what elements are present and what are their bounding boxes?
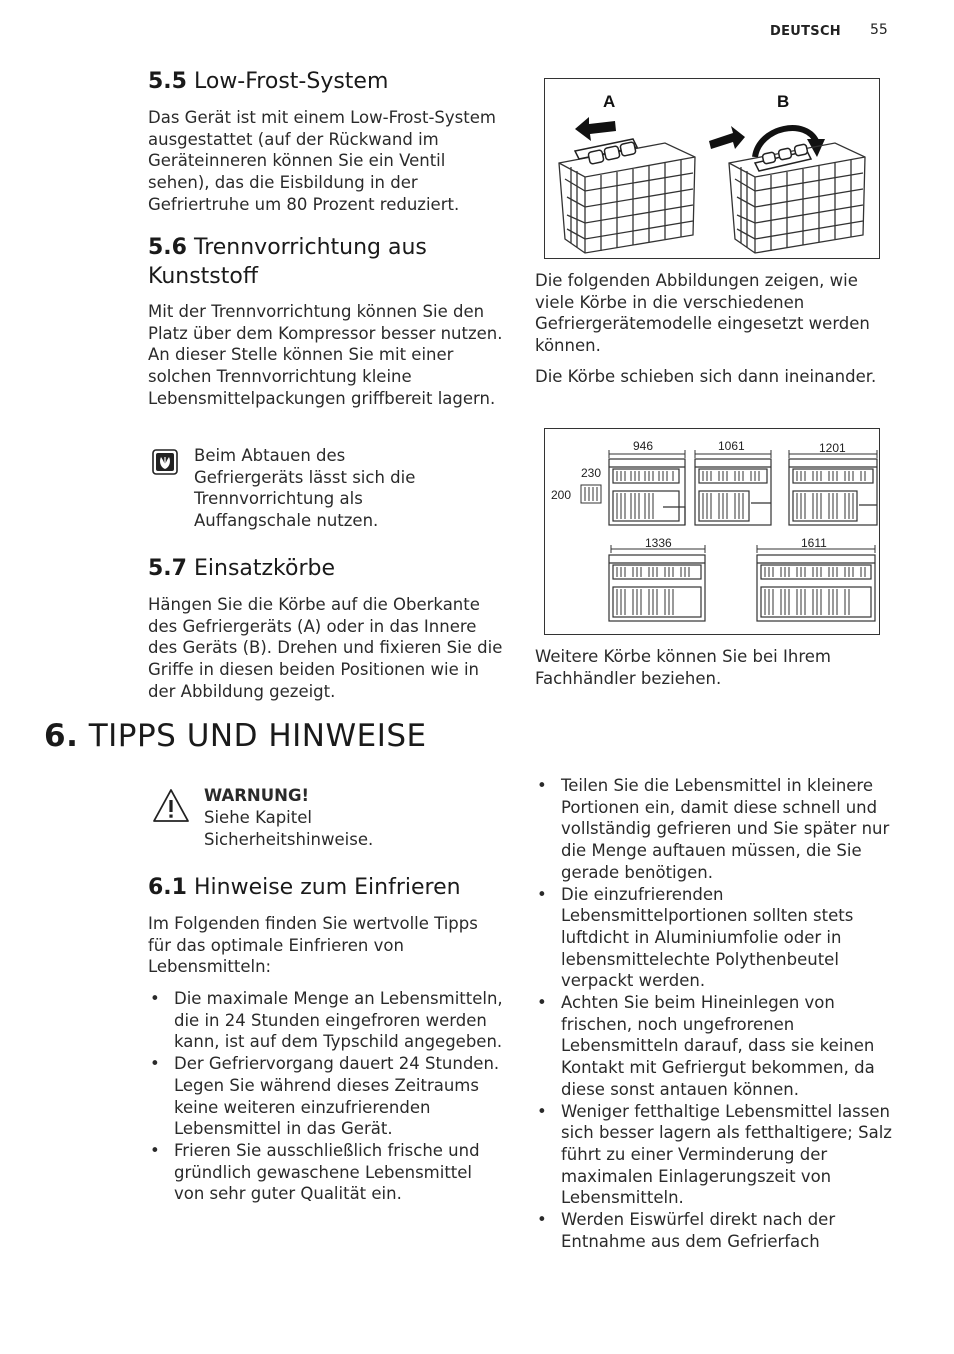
chapter-6-heading: 6. TIPPS UND HINWEISE xyxy=(44,718,427,754)
section-5-7-body: Hängen Sie die Körbe auf die Oberkante des Gefriergeräts (A) oder in das Innere des Geräts (B). Drehen und fixieren Sie die Griffe in diesen beiden Positionen wie in der Abbildung gezeigt. xyxy=(148,595,503,701)
warning-icon xyxy=(152,788,190,824)
basket-figure xyxy=(544,78,880,259)
list-item: • Der Gefriervorgang dauert 24 Stunden. Legen Sie während dieses Zeitraums keine weiteren einzufrierenden Lebensmittel in das Gerät. xyxy=(148,1053,503,1140)
dim-230: 230 xyxy=(581,466,602,480)
list-item: • Die einzufrierenden Lebensmittelportionen sollten stets luftdicht in Aluminiumfolie oder in lebensmittelechte Polythenbeutel verpackt werden. xyxy=(535,884,897,993)
model-1336: 1336 xyxy=(645,536,672,550)
list-item: • Weniger fetthaltige Lebensmittel lassen sich besser lagern als fetthaltigere; Salz führt zu einer Verminderung der maximalen Einlagerungszeit von Lebensmitteln. xyxy=(535,1101,897,1210)
section-5-5-heading: 5.5 Low-Frost-System xyxy=(148,69,389,94)
section-5-6-body: Mit der Trennvorrichtung können Sie den Platz über dem Kompressor besser nutzen. An dieser Stelle können Sie mit einer solchen Trennvorrichtung kleine Lebensmittelpackungen griffbereit lagern. xyxy=(148,302,503,408)
section-6-1-intro: Im Folgenden finden Sie wertvolle Tipps für das optimale Einfrieren von Lebensmitteln: xyxy=(148,914,478,977)
section-6-1-heading: 6.1 Hinweise zum Einfrieren xyxy=(148,875,461,900)
warning-title: WARNUNG! xyxy=(204,786,310,805)
section-5-6-heading: 5.6 Trennvorrichtung aus Kunststoff xyxy=(148,235,427,289)
dim-200: 200 xyxy=(551,488,572,502)
page-number: 55 xyxy=(870,22,888,38)
baskets-slide: Die Körbe schieben sich dann ineinander. xyxy=(535,367,877,386)
header-language: DEUTSCH xyxy=(770,24,841,39)
tip-note: Beim Abtauen des Gefriergeräts lässt sich die Trennvorrichtung als Auffangschale nutzen. xyxy=(194,446,416,531)
section-5-5-body: Das Gerät ist mit einem Low-Frost-System ausgestattet (auf der Rückwand im Geräteinneren können Sie ein Ventil sehen), das die Eisbildung in der Gefriertruhe um 80 Prozent reduziert. xyxy=(148,108,496,214)
label-a: A xyxy=(603,92,616,111)
freezing-tips-right xyxy=(535,775,897,1252)
model-946: 946 xyxy=(633,439,654,453)
freezing-tips-left xyxy=(148,988,503,1205)
models-intro: Die folgenden Abbildungen zeigen, wie viele Körbe in die verschiedenen Gefriergerätemodelle eingesetzt werden können. xyxy=(535,271,870,356)
section-5-7-heading: 5.7 Einsatzkörbe xyxy=(148,556,336,581)
model-1201: 1201 xyxy=(819,441,846,455)
list-item: • Teilen Sie die Lebensmittel in kleinere Portionen ein, damit diese schnell und vollständig gefrieren und Sie später nur die Menge auftauen müssen, die Sie gerade benötigen. xyxy=(535,775,897,884)
tip-icon xyxy=(152,449,178,475)
list-item: • Frieren Sie ausschließlich frische und gründlich gewaschene Lebensmittel von sehr guter Qualität ein. xyxy=(148,1140,503,1205)
warning-text: Siehe Kapitel Sicherheitshinweise. xyxy=(204,808,374,849)
label-b: B xyxy=(777,92,790,111)
list-item: • Werden Eiswürfel direkt nach der Entnahme aus dem Gefrierfach xyxy=(535,1209,897,1252)
model-figure xyxy=(544,428,880,635)
model-1611: 1611 xyxy=(801,536,827,550)
model-1061: 1061 xyxy=(718,439,745,453)
list-item: • Die maximale Menge an Lebensmitteln, die in 24 Stunden eingefroren werden kann, ist auf dem Typschild angegeben. xyxy=(148,988,503,1053)
more-baskets: Weitere Körbe können Sie bei Ihrem Fachhändler beziehen. xyxy=(535,647,831,688)
list-item: • Achten Sie beim Hineinlegen von frischen, noch ungefrorenen Lebensmitteln darauf, dass sie keinen Kontakt mit Gefriergut bekommen, da diese sonst antauen können. xyxy=(535,992,897,1101)
